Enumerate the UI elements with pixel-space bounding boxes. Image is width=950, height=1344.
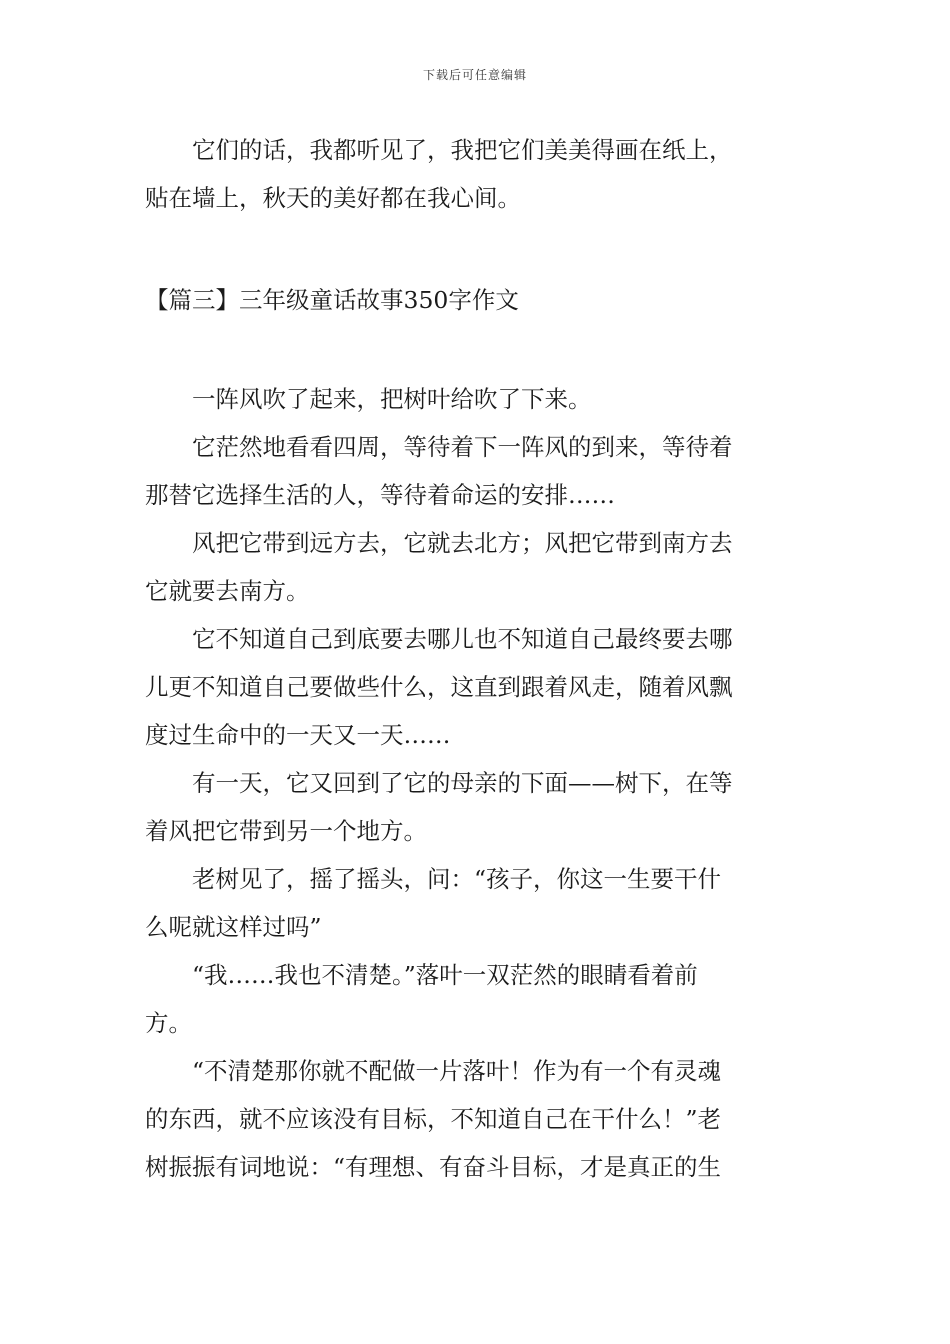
text-line: 风把它带到远方去，它就去北方；风把它带到南方去 <box>192 529 733 557</box>
paragraph <box>145 951 809 1047</box>
paragraph <box>145 1047 809 1191</box>
text-line: 它就要去南方。 <box>145 577 310 605</box>
text-line: 方。 <box>145 1009 192 1037</box>
text-line: 儿更不知道自己要做些什么，这直到跟着风走，随着风飘 <box>145 673 733 701</box>
story-body <box>145 375 809 1191</box>
paragraph-intro <box>145 126 809 222</box>
paragraph <box>145 759 809 855</box>
text-line: 老树见了，摇了摇头，问：“孩子，你这一生要干什 <box>192 865 722 893</box>
text-line: 贴在墙上，秋天的美好都在我心间。 <box>145 184 521 212</box>
text-line: 它茫然地看看四周，等待着下一阵风的到来，等待着 <box>192 433 733 461</box>
paragraph <box>145 375 809 423</box>
text-line: 度过生命中的一天又一天…… <box>145 721 451 749</box>
paragraph <box>145 423 809 519</box>
text-line: 一阵风吹了起来，把树叶给吹了下来。 <box>192 385 592 413</box>
text-line: 那替它选择生活的人，等待着命运的安排…… <box>145 481 615 509</box>
text-line: 树振振有词地说：“有理想、有奋斗目标，才是真正的生 <box>145 1153 722 1181</box>
text-line: “我……我也不清楚。”落叶一双茫然的眼睛看着前 <box>192 961 698 989</box>
paragraph <box>145 126 809 222</box>
text-line: 它们的话，我都听见了，我把它们美美得画在纸上， <box>192 136 733 164</box>
text-line: 着风把它带到另一个地方。 <box>145 817 427 845</box>
text-line: 它不知道自己到底要去哪儿也不知道自己最终要去哪 <box>192 625 733 653</box>
section-heading: 【篇三】三年级童话故事350字作文 <box>145 286 519 314</box>
paragraph <box>145 519 809 615</box>
paragraph <box>145 855 809 951</box>
text-line: “不清楚那你就不配做一片落叶！作为有一个有灵魂 <box>192 1057 722 1085</box>
header-note: 下载后可任意编辑 <box>422 68 527 82</box>
text-line: 有一天，它又回到了它的母亲的下面——树下，在等 <box>192 769 733 797</box>
paragraph <box>145 615 809 759</box>
text-line: 的东西，就不应该没有目标，不知道自己在干什么！”老 <box>145 1105 722 1133</box>
text-line: 么呢就这样过吗” <box>145 913 322 941</box>
